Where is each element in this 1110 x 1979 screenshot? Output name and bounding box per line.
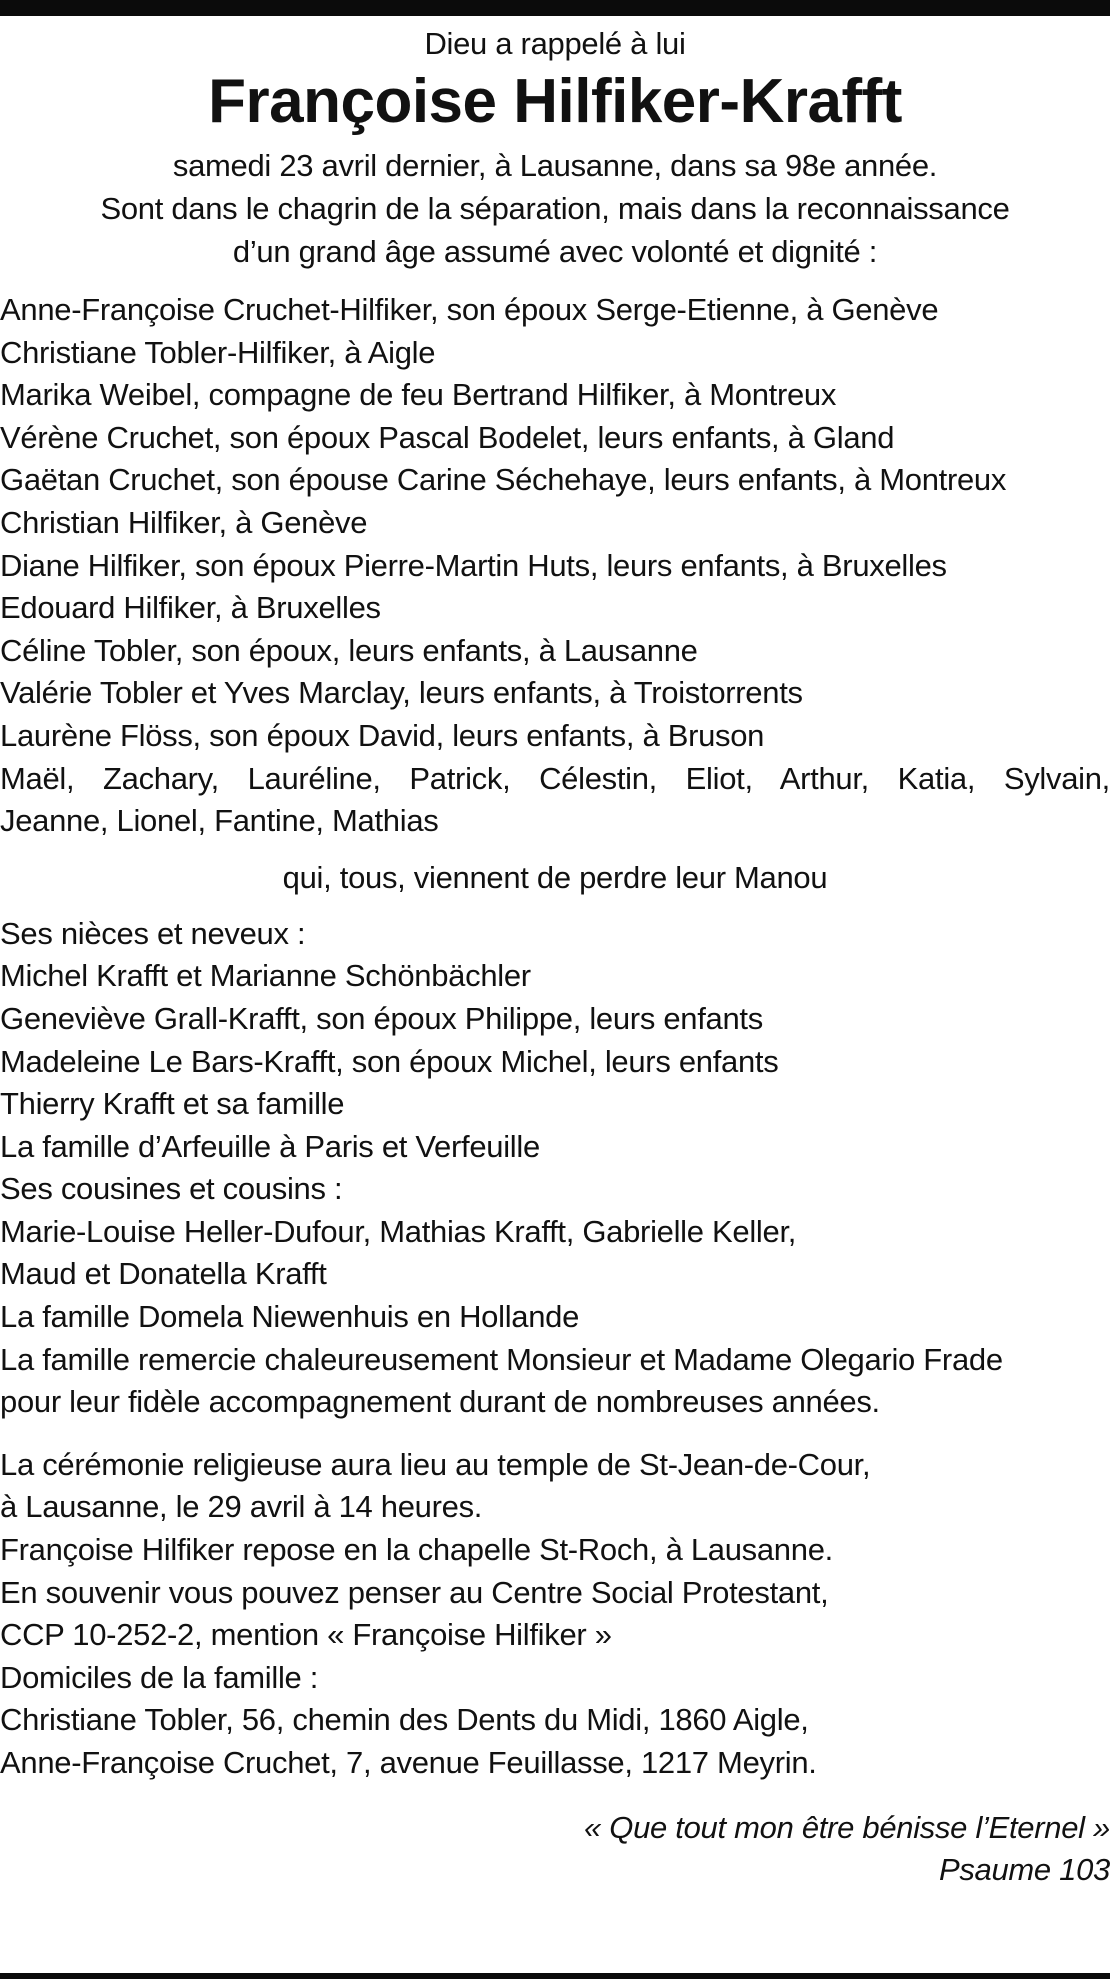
mourning-line: qui, tous, viennent de perdre leur Manou <box>282 859 828 895</box>
family-member-line: Céline Tobler, son époux, leurs enfants, à Lausanne <box>0 632 698 668</box>
family-member-line: Anne-Françoise Cruchet-Hilfiker, son époux Serge-Etienne, à Genève <box>0 292 939 327</box>
thanks-line: pour leur fidèle accompagnement durant de nombreuses années. <box>0 1384 880 1420</box>
relatives-line: La famille Domela Niewenhuis en Hollande <box>0 1299 580 1335</box>
quote-source: Psaume 103 <box>938 1851 1110 1887</box>
relatives-line: Marie-Louise Heller-Dufour, Mathias Krafft, Gabrielle Keller, <box>0 1213 797 1249</box>
bottom-border-rule <box>0 1973 1110 1979</box>
family-member-line: Christian Hilfiker, à Genève <box>0 504 368 540</box>
thanks-line: La famille remercie chaleureusement Monsieur et Madame Olegario Frade <box>0 1341 1003 1377</box>
relatives-line: Ses nièces et neveux : <box>0 915 306 951</box>
announcement-line: d’un grand âge assumé avec volonté et dignité : <box>232 234 878 269</box>
relatives-line: La famille d’Arfeuille à Paris et Verfeuille <box>0 1128 540 1164</box>
relatives-line: Ses cousines et cousins : <box>0 1171 343 1207</box>
family-member-line: Vérène Cruchet, son époux Pascal Bodelet, leurs enfants, à Gland <box>0 419 895 455</box>
relatives-line: Madeleine Le Bars-Krafft, son époux Michel, leurs enfants <box>0 1043 779 1079</box>
deceased-name: Françoise Hilfiker-Krafft <box>208 67 902 136</box>
ceremony-line: Françoise Hilfiker repose en la chapelle St-Roch, à Lausanne. <box>0 1532 833 1568</box>
relatives-line: Geneviève Grall-Krafft, son époux Philippe, leurs enfants <box>0 1000 763 1036</box>
relatives-line: Maud et Donatella Krafft <box>0 1256 327 1292</box>
ceremony-line: La cérémonie religieuse aura lieu au temple de St-Jean-de-Cour, <box>0 1446 871 1482</box>
family-member-line: Diane Hilfiker, son époux Pierre-Martin Huts, leurs enfants, à Bruxelles <box>0 547 947 583</box>
grandchildren-line: Jeanne, Lionel, Fantine, Mathias <box>0 803 439 839</box>
relatives-line: Thierry Krafft et sa famille <box>0 1086 345 1122</box>
intro-line: Dieu a rappelé à lui <box>424 26 686 61</box>
relatives-line: Michel Krafft et Marianne Schönbächler <box>0 958 531 994</box>
ceremony-details <box>0 1444 1110 1785</box>
ceremony-line: à Lausanne, le 29 avril à 14 heures. <box>0 1489 483 1525</box>
announcement-line: Sont dans le chagrin de la séparation, mais dans la reconnaissance <box>100 191 1010 226</box>
family-member-line: Laurène Flöss, son époux David, leurs enfants, à Bruson <box>0 717 765 753</box>
announcement-text <box>0 144 1110 273</box>
obituary-notice <box>0 16 1110 1891</box>
family-member-line: Marika Weibel, compagne de feu Bertrand Hilfiker, à Montreux <box>0 377 837 413</box>
ceremony-line: Domiciles de la famille : <box>0 1659 319 1695</box>
scripture-quote <box>0 1807 1110 1891</box>
announcement-line: samedi 23 avril dernier, à Lausanne, dans sa 98e année. <box>172 148 938 183</box>
top-border-rule <box>0 0 1110 16</box>
relatives-list <box>0 913 1110 1424</box>
ceremony-line: CCP 10-252-2, mention « Françoise Hilfiker » <box>0 1617 612 1653</box>
quote-text: « Que tout mon être bénisse l’Eternel » <box>584 1809 1110 1845</box>
ceremony-line: Anne-Françoise Cruchet, 7, avenue Feuillasse, 1217 Meyrin. <box>0 1745 817 1780</box>
ceremony-line: En souvenir vous pouvez penser au Centre Social Protestant, <box>0 1574 829 1610</box>
family-member-line: Valérie Tobler et Yves Marclay, leurs enfants, à Troistorrents <box>0 675 803 711</box>
ceremony-line: Christiane Tobler, 56, chemin des Dents du Midi, 1860 Aigle, <box>0 1702 809 1738</box>
grandchildren-line: Maël, Zachary, Lauréline, Patrick, Célestin, Eliot, Arthur, Katia, Sylvain, <box>0 760 1110 796</box>
family-list <box>0 289 1110 843</box>
family-member-line: Christiane Tobler-Hilfiker, à Aigle <box>0 334 436 370</box>
family-member-line: Edouard Hilfiker, à Bruxelles <box>0 590 381 626</box>
family-member-line: Gaëtan Cruchet, son épouse Carine Séchehaye, leurs enfants, à Montreux <box>0 462 1007 498</box>
